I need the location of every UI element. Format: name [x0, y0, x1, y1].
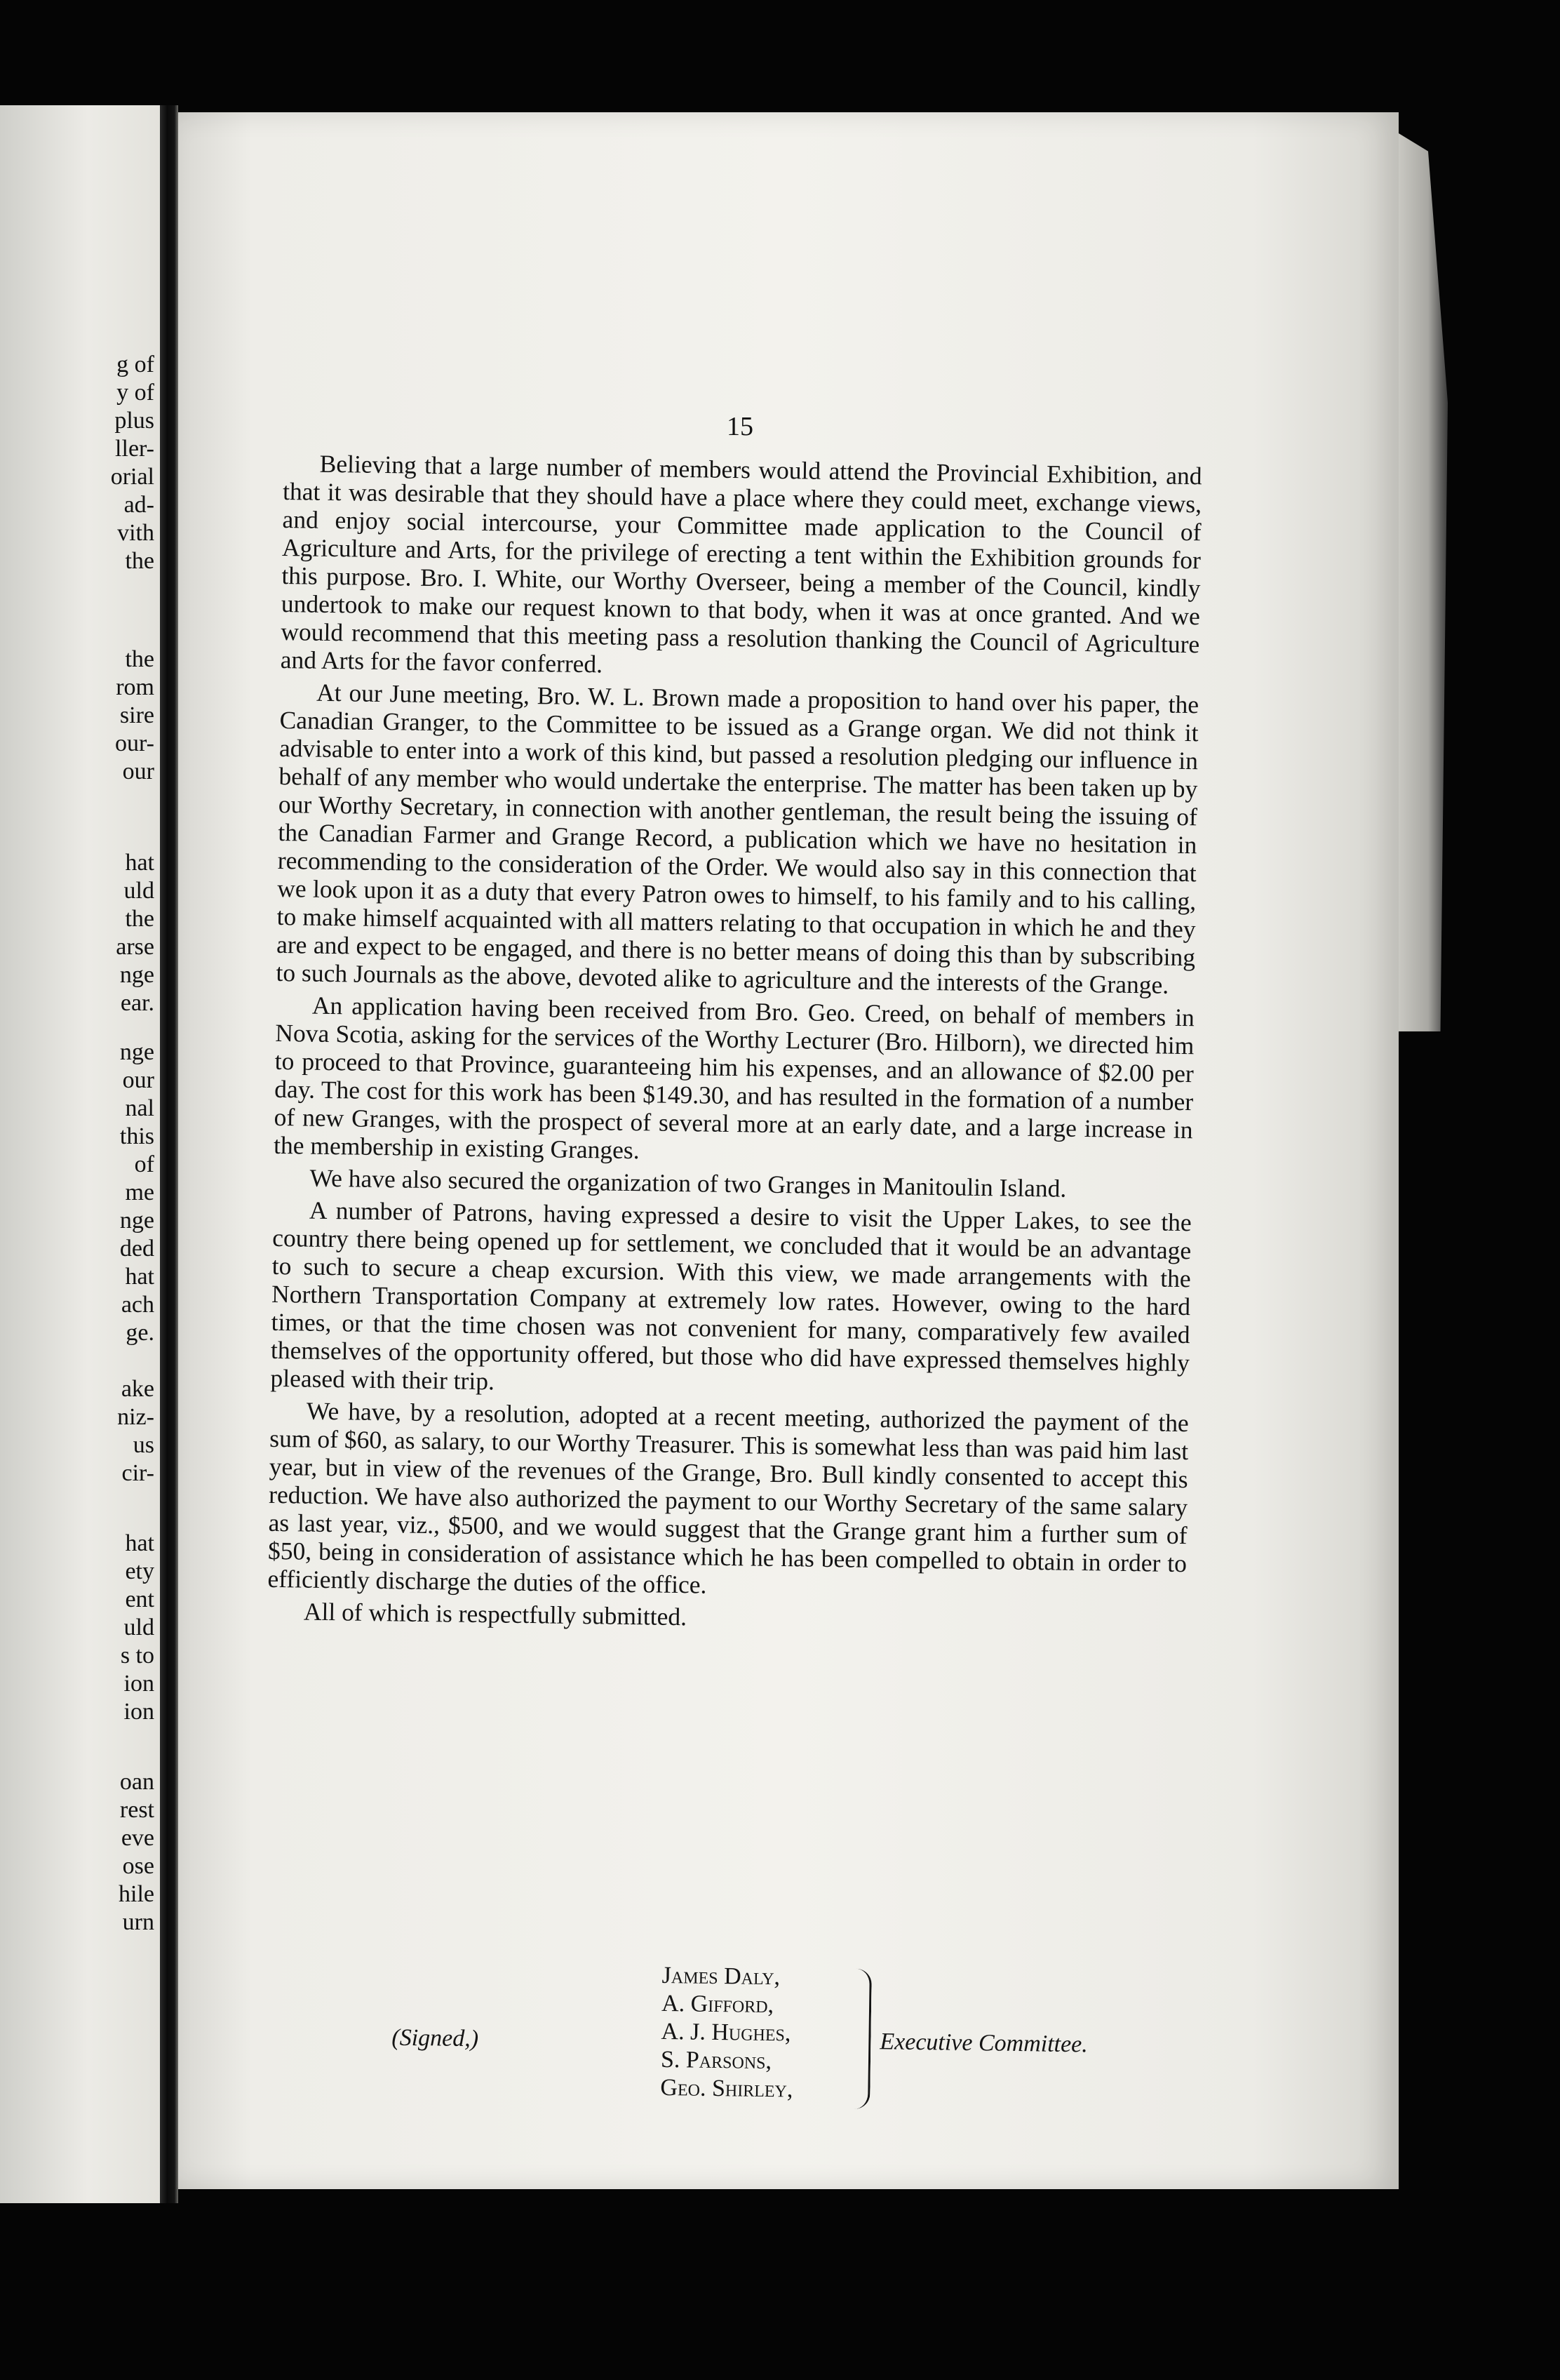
paragraph-excursion: A number of Patrons, having expressed a desire to visit the Upper Lakes, to see the country there being opened up for settlement, we concluded that it would be an advantage to such to secure a cheap excursion. With this view, we made arrangements with the Northern Transportation Company at extremely low rates. However, owing to the hard times, or that the time chosen was not convenient for many, comparatively few availed themselves of the opportunity offered, but those who did have expressed themselves highly pleased with their trip. — [270, 1196, 1192, 1396]
facing-page-fragment: rom — [116, 674, 154, 700]
body-text — [267, 449, 1202, 1642]
facing-page-fragment: ge. — [126, 1320, 154, 1346]
signatory: S. Parsons, — [660, 2046, 772, 2075]
facing-page-fragment: hat — [125, 850, 154, 876]
facing-page-fragment: ion — [123, 1671, 154, 1697]
facing-page-fragment: ller- — [115, 436, 154, 462]
signatory: Geo. Shirley, — [660, 2074, 793, 2103]
facing-page-fragment: us — [133, 1432, 154, 1458]
facing-page-fragment: oan — [119, 1769, 154, 1795]
facing-page-fragment: g of — [116, 352, 154, 377]
facing-page-fragment: ad- — [123, 492, 154, 518]
facing-page-fragment: hile — [119, 1881, 154, 1907]
facing-page — [0, 105, 160, 2203]
facing-page-fragment: ach — [121, 1292, 154, 1318]
facing-page-fragment: this — [119, 1123, 154, 1149]
paragraph-manitoulin: We have also secured the organization of two Granges in Manitoulin Island. — [309, 1163, 1067, 1203]
facing-page-fragment: uld — [123, 878, 154, 904]
paragraph-exhibition: Believing that a large number of members would attend the Provincial Exhibition, and that it was desirable that they should have a place where they could meet, exchange views, and enjoy social intercourse, your Committee made application to the Council of Agriculture and Arts, for the privilege of erecting a tent within the Exhibition grounds for this purpose. Bro. I. White, our Worthy Overseer, being a member of the Council, kindly undertook to make our request known to that body, when it was at once granted. And we would recommend that this meeting pass a resolution thanking the Council of Agriculture and Arts for the favor conferred. — [280, 449, 1202, 678]
facing-page-fragment: nge — [119, 1208, 154, 1234]
facing-page-fragment: nge — [119, 1039, 154, 1065]
committee-label: Executive Committee. — [880, 2028, 1089, 2058]
book-gutter — [160, 105, 178, 2203]
facing-page-fragment: nal — [125, 1095, 154, 1121]
facing-page-fragment: the — [125, 548, 154, 574]
facing-page-fragment: ded — [119, 1236, 154, 1262]
facing-page-fragment: urn — [122, 1909, 154, 1935]
facing-page-fragment: our- — [115, 730, 154, 756]
signatory: James Daly, — [661, 1962, 781, 1991]
facing-page-fragment: the — [125, 906, 154, 932]
facing-page-fragment: ake — [121, 1376, 154, 1402]
facing-page-fragment: uld — [123, 1614, 154, 1640]
facing-page-fragment: niz- — [117, 1404, 154, 1430]
facing-page-fragment: hat — [125, 1264, 154, 1290]
signed-label: (Signed,) — [391, 2024, 479, 2052]
signatory: A. Gifford, — [661, 1990, 774, 2019]
facing-page-fragment: our — [122, 758, 154, 784]
facing-page-fragment: s to — [120, 1643, 154, 1669]
facing-page-fragment: hat — [125, 1530, 154, 1556]
facing-page-fragment: ose — [122, 1853, 154, 1879]
paragraph-nova-scotia: An application having been received from Bro. Geo. Creed, on behalf of members in Nova Scotia, asking for the services of the Worthy Lecturer (Bro. Hilborn), we directed him to proceed to that Province, guaranteeing him his expenses, and an allowance of $2.00 per day. The cost for this work has been $149.30, and has resulted in the formation of a number of new Granges, with the prospect of several more at an early date, and a large increase in the membership in existing Granges. — [273, 991, 1195, 1165]
facing-page-fragment: arse — [116, 934, 154, 960]
facing-page-fragment: vith — [117, 520, 154, 546]
facing-page-fragment: rest — [119, 1797, 154, 1823]
facing-page-fragment: y of — [116, 380, 154, 406]
facing-page-fragment: of — [134, 1151, 154, 1177]
facing-page-fragment: orial — [110, 464, 154, 490]
facing-page-fragment: me — [125, 1179, 154, 1205]
signature-block — [363, 1958, 1206, 2131]
paragraph-granger: At our June meeting, Bro. W. L. Brown made a proposition to hand over his paper, the Canadian Granger, to the Committee to be issued as a Grange organ. We did not think it advisable to enter into a work of this kind, but passed a resolution pledging our influence in behalf of any member who would undertake the enterprise. The matter has been taken up by our Worthy Secretary, in connection with another gentleman, the result being the issuing of the Canadian Farmer and Grange Record, a publication which we have no hesitation in recommending to the consideration of the Order. We would also say in this connection that we look upon it as a duty that every Patron owes to himself, to his family and to his calling, to make himself acquainted with all matters relating to that occupation in which he and they are and expect to be engaged, and there is no better means of doing this than by subscribing to such Journals as the above, devoted alike to agriculture and the interests of the Grange. — [276, 678, 1199, 999]
facing-page-fragment: ear. — [120, 990, 154, 1016]
facing-page-fragment: cir- — [121, 1460, 154, 1486]
facing-page-fragment: plus — [114, 408, 154, 434]
facing-page-fragment: nge — [119, 962, 154, 988]
signatory: A. J. Hughes, — [661, 2018, 791, 2047]
closing-line: All of which is respectfully submitted. — [303, 1597, 687, 1631]
brace — [854, 1969, 872, 2109]
facing-page-fragment: sire — [119, 702, 154, 728]
facing-page-fragment: our — [122, 1067, 154, 1093]
facing-page-fragment: eve — [121, 1825, 154, 1851]
page-edge — [1399, 133, 1448, 1031]
facing-page-fragment: ent — [125, 1586, 154, 1612]
paragraph-salary: We have, by a resolution, adopted at a recent meeting, authorized the payment of the sum of $60, as salary, to our Worthy Treasurer. This is somewhat less than was paid him last year, but in view of the revenues of the Grange, Bro. Bull kindly consented to accept this reduction. We have also authorized the payment to our Worthy Secretary of the same salary as last year, viz., $500, and we would suggest that the Grange grant him a further sum of $50, being in consideration of assistance which he has been compelled to obtain in order to efficiently discharge the duties of the office. — [267, 1396, 1190, 1599]
facing-page-fragment: ety — [125, 1558, 154, 1584]
page-number: 15 — [727, 412, 753, 441]
signatory-list — [660, 1962, 795, 2104]
facing-page-fragment: ion — [123, 1699, 154, 1725]
facing-page-fragment: the — [125, 646, 154, 672]
